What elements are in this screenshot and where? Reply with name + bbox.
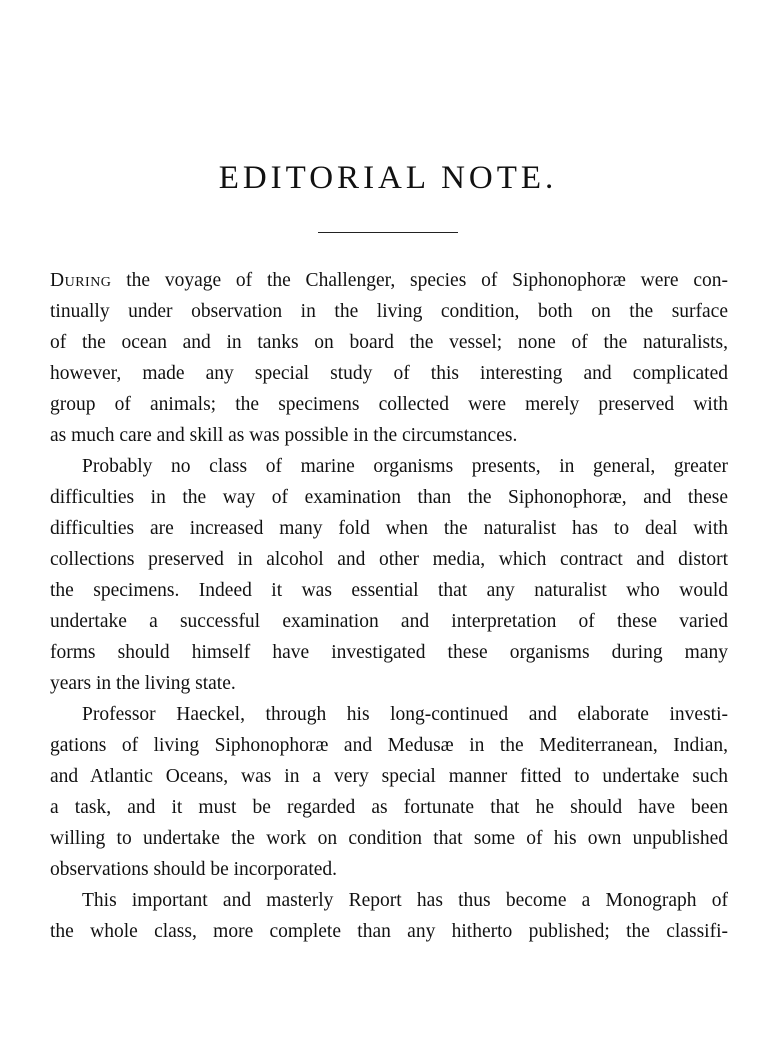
paragraph: [50, 885, 728, 947]
text-line: the whole class, more complete than any hitherto published; the classifi-: [50, 921, 728, 942]
text-line: as much care and skill as was possible in the circumstances.: [50, 425, 518, 446]
line-text: the voyage of the Challenger, species of Siphonophoræ were con-: [111, 270, 728, 291]
text-line: forms should himself have investigated these organisms during many: [50, 642, 728, 663]
text-line: Probably no class of marine organisms presents, in general, greater: [82, 456, 728, 477]
text-line: tinually under observation in the living condition, both on the surface: [50, 301, 728, 322]
paragraph: [50, 699, 728, 885]
text-line: however, made any special study of this interesting and complicated: [50, 363, 728, 384]
text-line: This important and masterly Report has thus become a Monograph of: [82, 890, 728, 911]
paragraph-lead-word: During: [50, 270, 112, 291]
text-line: collections preserved in alcohol and other media, which contract and distort: [50, 549, 728, 570]
text-line: willing to undertake the work on condition that some of his own unpublished: [50, 828, 728, 849]
text-line: undertake a successful examination and interpretation of these varied: [50, 611, 728, 632]
text-line: group of animals; the specimens collected were merely preserved with: [50, 394, 728, 415]
title-rule: [318, 232, 458, 233]
text-line: difficulties in the way of examination than the Siphonophoræ, and these: [50, 487, 728, 508]
body-text: [50, 265, 728, 947]
text-line: observations should be incorporated.: [50, 859, 338, 880]
text-line: and Atlantic Oceans, was in a very special manner fitted to undertake such: [50, 766, 728, 787]
text-line: the specimens. Indeed it was essential that any naturalist who would: [50, 580, 728, 601]
text-line: gations of living Siphonophoræ and Medusæ in the Mediterranean, Indian,: [50, 735, 728, 756]
text-line: years in the living state.: [50, 673, 236, 694]
paragraph: [50, 451, 728, 699]
paragraph: [50, 265, 728, 451]
text-line: a task, and it must be regarded as fortunate that he should have been: [50, 797, 728, 818]
page-title: EDITORIAL NOTE.: [218, 160, 558, 196]
text-line: of the ocean and in tanks on board the vessel; none of the naturalists,: [50, 332, 728, 353]
text-line: difficulties are increased many fold when the naturalist has to deal with: [50, 518, 728, 539]
text-line: Professor Haeckel, through his long-continued and elaborate investi-: [82, 704, 728, 725]
text-line: [50, 265, 728, 296]
